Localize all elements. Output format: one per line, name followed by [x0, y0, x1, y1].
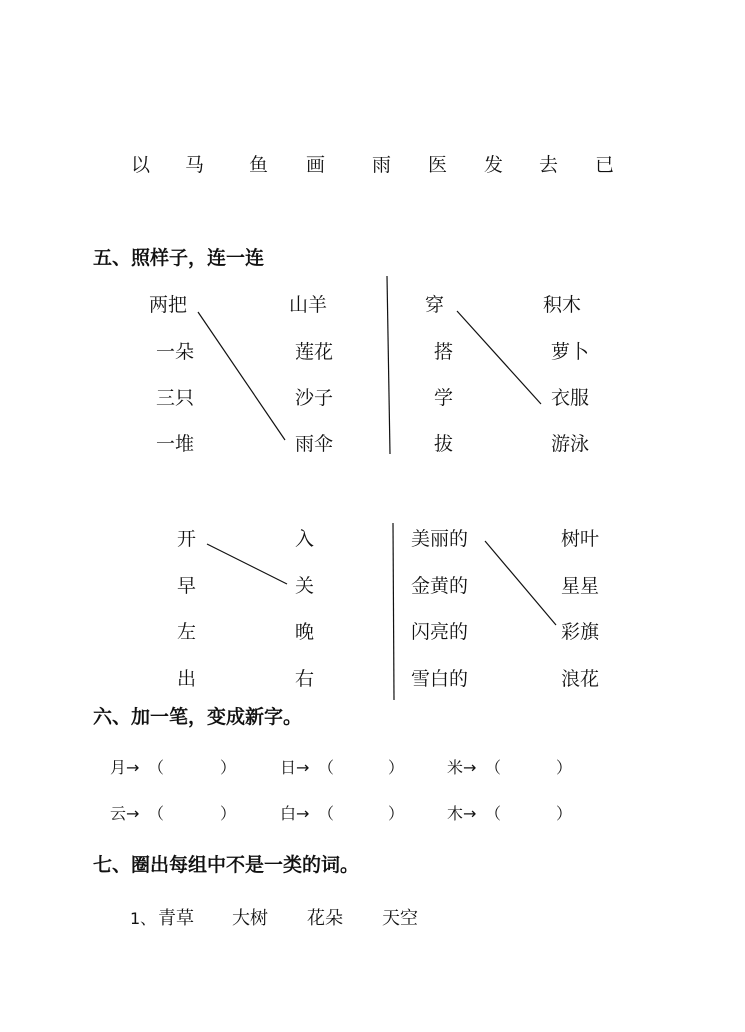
- match-item-right-b[interactable]: 萝卜: [551, 341, 590, 363]
- match-item-low-right-a[interactable]: 美丽的: [411, 528, 469, 550]
- match-item-low-right-a[interactable]: 金黄的: [411, 575, 469, 597]
- match-item-left-a[interactable]: 一朵: [156, 341, 195, 363]
- top-char: 已: [595, 154, 615, 176]
- top-char: 去: [539, 154, 559, 176]
- open-paren: （: [148, 758, 165, 777]
- close-paren: ）: [388, 804, 405, 823]
- base-char: 日: [280, 758, 297, 777]
- section-five-title: 五、照样子，连一连: [93, 247, 265, 269]
- example-line-upper-left: [198, 312, 285, 440]
- match-item-left-b[interactable]: 山羊: [289, 294, 328, 316]
- top-char: 画: [306, 154, 326, 176]
- answer-blank[interactable]: [502, 760, 552, 778]
- vertical-divider-upper: [387, 276, 390, 454]
- match-item-low-left-b[interactable]: 入: [295, 528, 315, 550]
- close-paren: ）: [388, 758, 405, 777]
- base-char: 月: [110, 758, 127, 777]
- match-item-low-left-a[interactable]: 左: [177, 621, 197, 643]
- arrow-icon: →: [463, 804, 477, 823]
- match-item-left-a[interactable]: 一堆: [156, 433, 195, 455]
- match-item-right-a[interactable]: 搭: [434, 341, 454, 363]
- match-item-low-left-b[interactable]: 关: [295, 575, 315, 597]
- example-line-upper-right: [457, 311, 541, 404]
- close-paren: ）: [556, 758, 573, 777]
- top-char: 雨: [372, 154, 392, 176]
- open-paren: （: [485, 758, 502, 777]
- top-char: 马: [185, 154, 205, 176]
- word-option[interactable]: 天空: [382, 908, 418, 929]
- match-item-left-a[interactable]: 两把: [149, 294, 188, 316]
- section-six-title: 六、加一笔，变成新字。: [93, 706, 303, 728]
- match-item-low-left-a[interactable]: 早: [177, 575, 197, 597]
- answer-blank[interactable]: [165, 760, 215, 778]
- arrow-icon: →: [463, 758, 477, 777]
- match-item-right-b[interactable]: 积木: [543, 294, 582, 316]
- close-paren: ）: [220, 758, 237, 777]
- match-item-right-b[interactable]: 游泳: [551, 433, 590, 455]
- match-item-low-left-a[interactable]: 出: [177, 668, 197, 690]
- match-item-low-right-b[interactable]: 浪花: [561, 668, 600, 690]
- top-char: 医: [428, 154, 448, 176]
- vertical-divider-lower: [393, 523, 394, 700]
- close-paren: ）: [220, 804, 237, 823]
- arrow-icon: →: [296, 758, 310, 777]
- match-item-low-left-a[interactable]: 开: [177, 528, 197, 550]
- open-paren: （: [148, 804, 165, 823]
- answer-blank[interactable]: [335, 806, 385, 824]
- top-char: 发: [484, 154, 504, 176]
- answer-blank[interactable]: [335, 760, 385, 778]
- base-char: 白: [280, 804, 297, 823]
- example-line-lower-right: [485, 541, 556, 625]
- base-char: 云: [110, 804, 127, 823]
- match-item-left-b[interactable]: 雨伞: [295, 433, 334, 455]
- match-item-left-b[interactable]: 莲花: [295, 341, 334, 363]
- word-option[interactable]: 青草: [158, 908, 194, 929]
- match-item-right-a[interactable]: 拔: [434, 433, 454, 455]
- base-char: 木: [447, 804, 464, 823]
- close-paren: ）: [556, 804, 573, 823]
- match-item-right-a[interactable]: 学: [434, 387, 454, 409]
- group-number: 1、: [130, 909, 157, 928]
- match-item-low-left-b[interactable]: 右: [295, 668, 315, 690]
- match-item-low-right-a[interactable]: 闪亮的: [411, 621, 469, 643]
- match-item-low-left-b[interactable]: 晚: [295, 621, 315, 643]
- open-paren: （: [318, 758, 335, 777]
- arrow-icon: →: [126, 758, 140, 777]
- open-paren: （: [485, 804, 502, 823]
- arrow-icon: →: [126, 804, 140, 823]
- arrow-icon: →: [296, 804, 310, 823]
- match-item-left-a[interactable]: 三只: [156, 387, 195, 409]
- answer-blank[interactable]: [165, 806, 215, 824]
- section-seven-title: 七、圈出每组中不是一类的词。: [93, 854, 360, 876]
- match-item-low-right-b[interactable]: 星星: [561, 575, 600, 597]
- example-line-lower-left: [207, 544, 287, 584]
- word-option[interactable]: 大树: [232, 908, 268, 929]
- word-option[interactable]: 花朵: [307, 908, 343, 929]
- top-char: 以: [131, 154, 151, 176]
- open-paren: （: [318, 804, 335, 823]
- match-item-left-b[interactable]: 沙子: [295, 387, 334, 409]
- match-item-low-right-b[interactable]: 彩旗: [561, 621, 600, 643]
- match-item-low-right-a[interactable]: 雪白的: [411, 668, 469, 690]
- match-item-right-b[interactable]: 衣服: [551, 387, 590, 409]
- base-char: 米: [447, 758, 464, 777]
- match-item-low-right-b[interactable]: 树叶: [561, 528, 600, 550]
- match-item-right-a[interactable]: 穿: [425, 294, 445, 316]
- answer-blank[interactable]: [502, 806, 552, 824]
- top-char: 鱼: [249, 154, 269, 176]
